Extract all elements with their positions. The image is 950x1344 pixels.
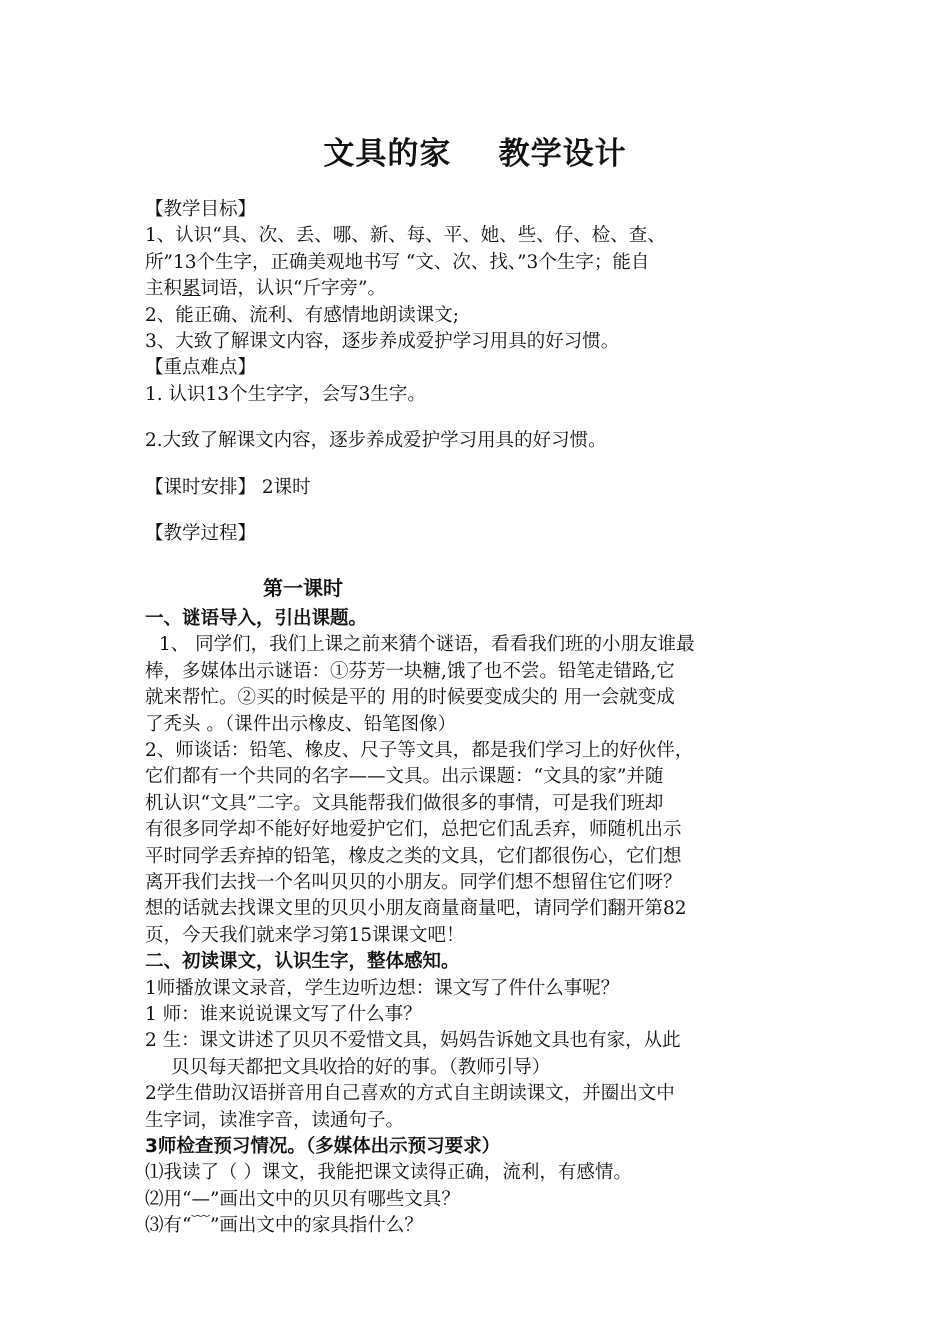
section-1-p1-line: 就来帮忙。②买的时候是平的 用的时候要变成尖的 用一会就变成 xyxy=(145,687,675,709)
key-points-item-1: 1. 认识13个生字字，会写3生字。 xyxy=(145,383,426,405)
document-body xyxy=(145,197,810,1240)
goals-line-3c: 词语，认识“斤字旁”。 xyxy=(200,278,386,300)
section-2-line: ⑵用“—”画出文中的贝贝有哪些文具？ xyxy=(145,1188,460,1210)
goals-line-3 xyxy=(145,276,810,302)
section-1-p1-line: 1、 同学们，我们上课之前来猜个谜语，看看我们班的小朋友谁最 xyxy=(159,634,695,656)
schedule-line: 【课时安排】 2课时 xyxy=(145,476,311,498)
section-1-p2-line: 2、师谈话：铅笔、橡皮、尺子等文具，都是我们学习上的好伙伴， xyxy=(145,739,694,761)
document-title: 文具的家 教学设计 xyxy=(323,136,627,172)
section-2-line: ⑶有“﹋”画出文中的家具指什么？ xyxy=(145,1215,423,1237)
goals-line-5: 3、大致了解课文内容，逐步养成爱护学习用具的好习惯。 xyxy=(145,331,620,353)
section-1-p1-line: 了秃头 。（课件出示橡皮、铅笔图像） xyxy=(145,713,457,735)
section-1-heading: 一、谜语导入，引出课题。 xyxy=(145,607,368,629)
process-heading: 【教学过程】 xyxy=(145,523,257,545)
section-2-subheading: 3师检查预习情况。（多媒体出示预习要求） xyxy=(145,1136,501,1157)
section-1-p2-line: 页，今天我们就来学习第15课课文吧！ xyxy=(145,924,465,946)
spacer xyxy=(145,547,810,567)
goals-line-4: 2、能正确、流利、有感情地朗读课文; xyxy=(145,304,460,326)
section-2-line: 2学生借助汉语拼音用自己喜欢的方式自主朗读课文，并圈出文中 xyxy=(145,1083,675,1105)
goals-line-3-underlined: 累 xyxy=(182,278,201,300)
goals-line-3a: 主积 xyxy=(145,278,183,300)
goals-heading: 【教学目标】 xyxy=(145,199,257,220)
section-2-line: ⑴我读了（ ）课文，我能把课文读得正确，流利，有感情。 xyxy=(145,1162,632,1184)
goals-line-2: 所”13个生字，正确美观地书写 “文、次、找、”3个生字；能自 xyxy=(145,251,650,273)
spacer xyxy=(145,455,810,475)
key-points-heading: 【重点难点】 xyxy=(145,357,257,379)
spacer xyxy=(145,501,810,521)
spacer xyxy=(145,408,810,428)
section-1-p2-line: 它们都有一个共同的名字——文具。出示课题：“文具的家”并随 xyxy=(145,766,664,788)
section-1-p2-line: 想的话就去找课文里的贝贝小朋友商量商量吧，请同学们翻开第82 xyxy=(145,898,687,920)
section-1-p1-line: 棒，多媒体出示谜语：①芬芳一块糖,饿了也不尝。铅笔走错路,它 xyxy=(145,660,675,682)
section-2-heading: 二、初读课文，认识生字，整体感知。 xyxy=(145,951,460,973)
section-2-line: 生字词，读准字音，读通句子。 xyxy=(145,1109,405,1131)
section-1-p2-line: 离开我们去找一个名叫贝贝的小朋友。同学们想不想留住它们呀？ xyxy=(145,871,682,893)
section-1-p2-line: 机认识“文具”二字。文具能帮我们做很多的事情，可是我们班却 xyxy=(145,792,664,814)
section-1-p2-line: 有很多同学却不能好好地爱护它们，总把它们乱丢弃，师随机出示 xyxy=(145,819,682,841)
lesson-1-title: 第一课时 xyxy=(263,576,343,601)
key-points-item-2: 2.大致了解课文内容，逐步养成爱护学习用具的好习惯。 xyxy=(145,430,607,452)
section-2-line: 1 师：谁来说说课文写了什么事？ xyxy=(145,1003,422,1025)
goals-line-1: 1、认识“具、次、丢、哪、新、每、平、她、些、仔、检、查、 xyxy=(145,225,666,247)
section-2-line: 2 生：课文讲述了贝贝不爱惜文具，妈妈告诉她文具也有家，从此 xyxy=(145,1030,681,1052)
section-2-line: 贝贝每天都把文具收拾的好的事。（教师引导） xyxy=(171,1056,551,1078)
section-1-p2-line: 平时同学丢弃掉的铅笔，橡皮之类的文具，它们都很伤心，它们想 xyxy=(145,845,682,867)
section-2-line: 1师播放课文录音，学生边听边想：课文写了件什么事呢？ xyxy=(145,977,620,999)
